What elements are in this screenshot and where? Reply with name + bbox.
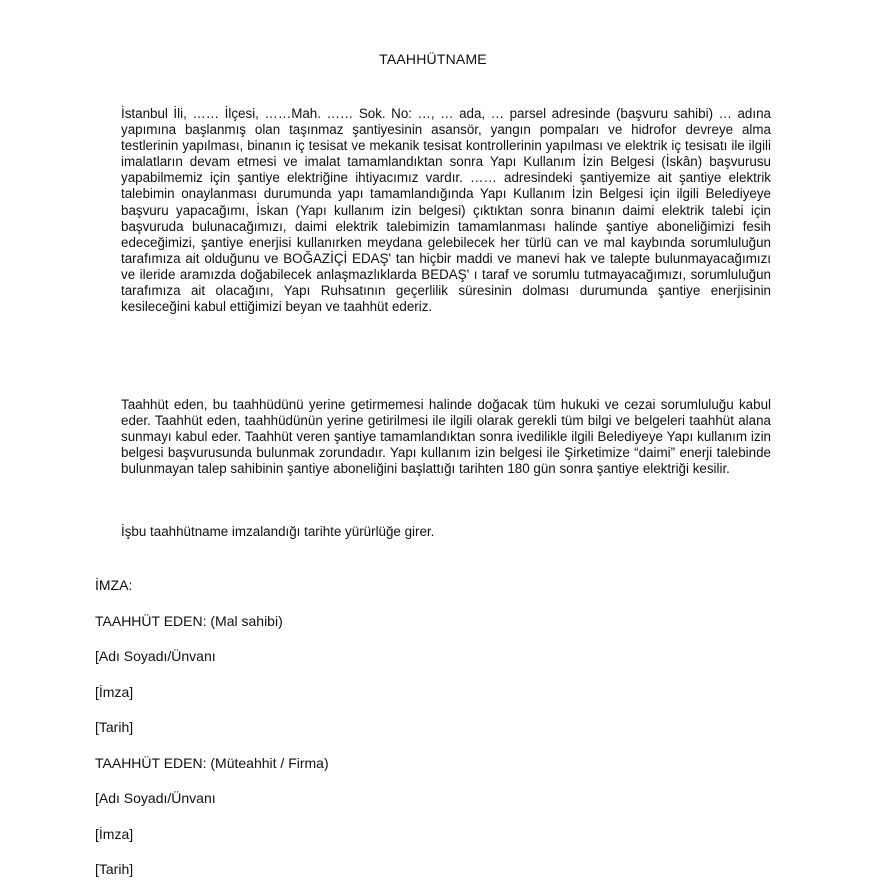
owner-signatory-label: TAAHHÜT EDEN: (Mal sahibi) xyxy=(95,613,283,629)
contractor-signatory-label: TAAHHÜT EDEN: (Müteahhit / Firma) xyxy=(95,755,329,771)
contractor-date-placeholder: [Tarih] xyxy=(95,861,134,877)
signature-heading: İMZA: xyxy=(95,577,133,593)
commitment-paragraph: İstanbul İli, …… İlçesi, ……Mah. …… Sok. No: …, … ada, … parsel adresinde (başvuru sahibi) … adına yapımına başlanmış olan taşınmaz şantiyesinin asansör, yangın pompaları ve hidrofor devreye alma testlerinin yapılması, binanın iç tesisat ve mekanik tesisat kontrollerinin yapılması ve elektrik iç tesisatı ile ilgili imalatların devam etmesi ve imalat tamamlandıktan sonra Yapı Kullanım İzin Belgesi (İskân) başvurusu yapabilmemiz için şantiye elektriğine ihtiyacımız vardır. …… adresindeki şantiyemize ait şantiye elektrik talebimin onaylanması durumunda yapı tamamlandığında Yapı Kullanım İzin Belgesi için ilgili Belediyeye başvuru yapacağımı, İskan (Yapı kullanım izin belgesi) çıktıktan sonra binanın daimi elektrik talebi için başvuruda bulunacağımızı, daimi elektrik talebimizin tamamlanması halinde şantiye aboneliğimizi fesih edeceğimizi, şantiye enerjisi kullanırken meydana gelebilecek her türlü can ve mal kaybında sorumluluğun tarafımıza ait olduğunu ve BOĞAZİÇİ EDAŞ' tan hiçbir maddi ve manevi hak ve talepte bulunmayacağımızı ve ileride aramızda doğabilecek anlaşmazlıklarda BEDAŞ' ı taraf ve sorumlu tutmayacağımızı, sorumluluğun tarafımıza ait olacağını, Yapı Ruhsatının geçerlilik süresinin dolması durumunda şantiye enerjisinin kesileceğini kabul ettiğimizi beyan ve taahhüt ederiz. xyxy=(121,106,771,315)
contractor-name-placeholder: [Adı Soyadı/Ünvanı xyxy=(95,790,216,806)
contractor-signature-placeholder: [İmza] xyxy=(95,826,134,842)
document-title: TAAHHÜTNAME xyxy=(379,51,487,67)
owner-signature-placeholder: [İmza] xyxy=(95,684,134,700)
owner-date-placeholder: [Tarih] xyxy=(95,719,134,735)
effective-date-statement: İşbu taahhütname imzalandığı tarihte yürürlüğe girer. xyxy=(121,524,435,539)
owner-name-placeholder: [Adı Soyadı/Ünvanı xyxy=(95,648,216,664)
liability-paragraph: Taahhüt eden, bu taahhüdünü yerine getirmemesi halinde doğacak tüm hukuki ve cezai sorumluluğu kabul eder. Taahhüt eden, taahhüdünün yerine getirilmesi ile ilgili olarak gerekli tüm bilgi ve belgeleri taahhüt alana sunmayı kabul eder. Taahhüt veren şantiye tamamlandıktan sonra ivedilikle ilgili Belediyeye Yapı kullanım izin belgesi başvurusunda bulunmak zorundadır. Yapı kullanım izin belgesi ile Şirketimize “daimi” enerji talebinde bulunmayan talep sahibinin şantiye aboneliğini başlattığı tarihten 180 gün sonra şantiye elektriği kesilir. xyxy=(121,397,771,477)
